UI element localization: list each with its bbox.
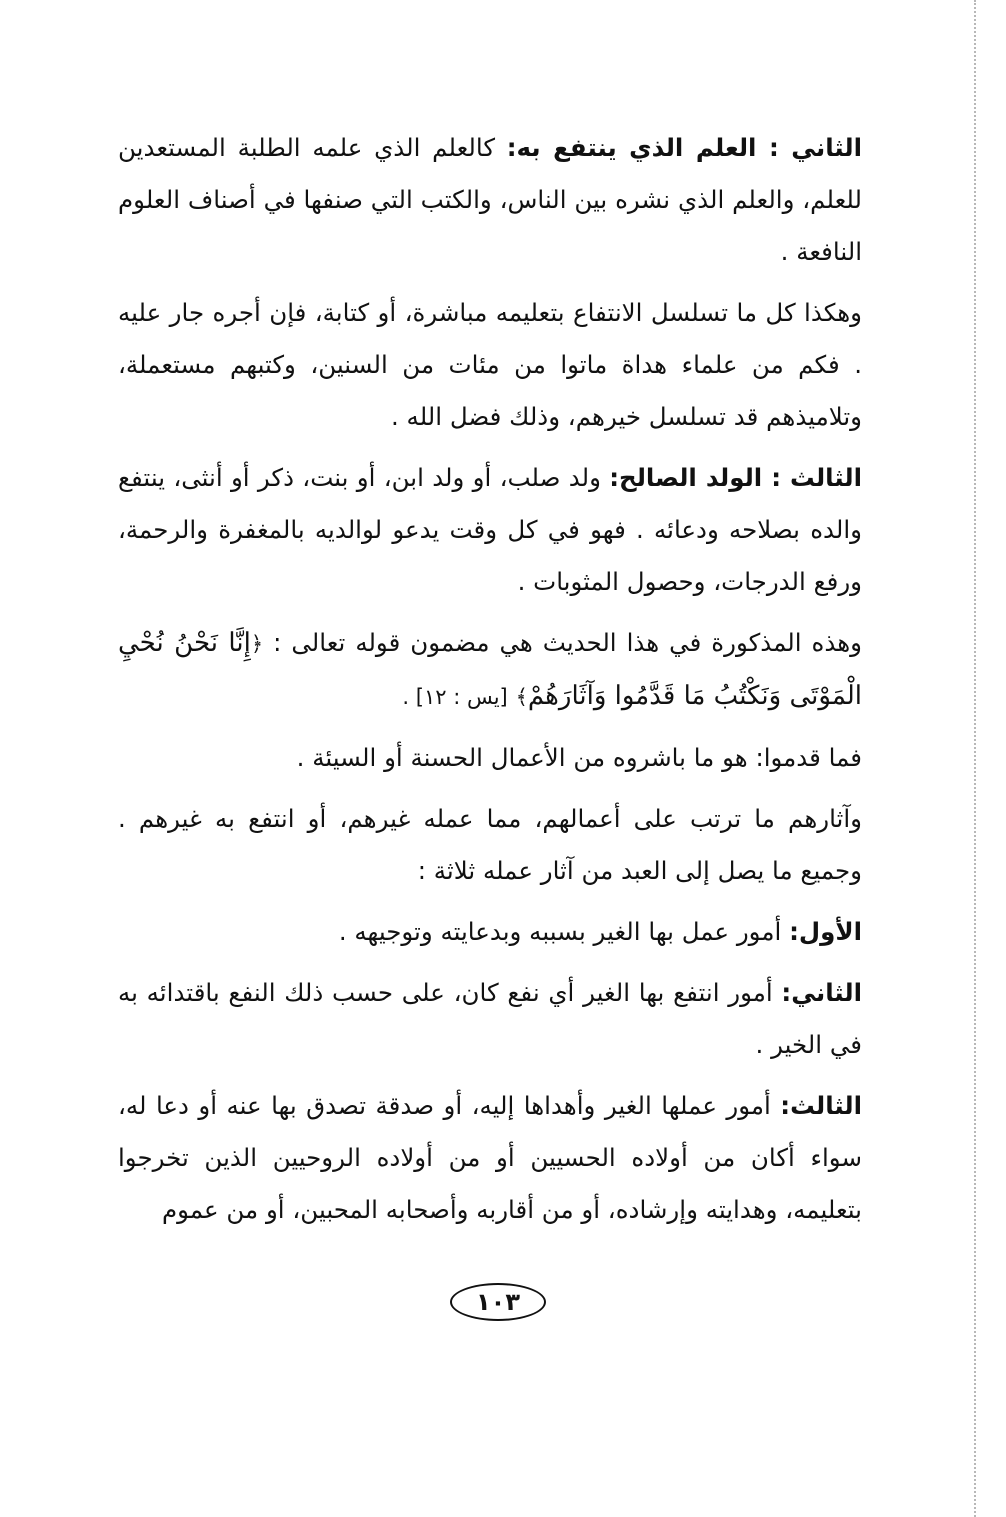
- quran-bracket-open: ﴿: [250, 632, 264, 656]
- quran-bracket-close: ﴾: [515, 685, 528, 709]
- paragraph-text: ولد صلب، أو ولد ابن، أو بنت، ذكر أو أنثى، ينتفع والده بصلاحه ودعائه . فهو في كل وقت يدعو لوالديه بالمغفرة والرحمة، ورفع الدرجات، وحصول المثوبات .: [118, 463, 862, 596]
- paragraph-text: أمور انتفع بها الغير أي نفع كان، على حسب ذلك النفع باقتدائه به في الخير .: [118, 978, 862, 1059]
- paragraph-first-kind: [118, 906, 862, 958]
- page-body: [118, 122, 862, 1245]
- paragraph-third-kind: [118, 1080, 862, 1236]
- paragraph-label: الثاني:: [781, 978, 862, 1007]
- verse-reference: [يس : ١٢] .: [402, 685, 508, 709]
- paragraph-text: وآثارهم ما ترتب على أعمالهم، مما عمله غيرهم، أو انتفع به غيرهم . وجميع ما يصل إلى العبد من آثار عمله ثلاثة :: [118, 804, 862, 885]
- paragraph-text: أمور عمل بها الغير بسببه وبدعايته وتوجيهه .: [338, 917, 790, 946]
- paragraph-text: كالعلم الذي علمه الطلبة المستعدين للعلم، والعلم الذي نشره بين الناس، والكتب التي صنفها في أصناف العلوم النافعة .: [118, 133, 862, 266]
- paragraph-text: أمور عملها الغير وأهداها إليه، أو صدقة تصدق بها عنه أو دعا له، سواء أكان من أولاده الحسيين أو من أولاده الروحيين الذين تخرجوا بتعليمه، وهدايته وإرشاده، أو من أقاربه وأصحابه المحبين، أو من عموم: [118, 1091, 862, 1224]
- paragraph-their-traces: [118, 793, 862, 897]
- paragraph-label: الثاني : العلم الذي ينتفع به:: [506, 133, 863, 162]
- paragraph-chain-of-benefit: [118, 287, 862, 443]
- page-number: ١٠٣: [450, 1283, 546, 1321]
- paragraph-text: وهذه المذكورة في هذا الحديث هي مضمون قوله تعالى :: [273, 628, 862, 657]
- paragraph-what-they-sent: [118, 732, 862, 784]
- paragraph-third-righteous-child: [118, 452, 862, 608]
- paragraph-label: الثالث : الولد الصالح:: [609, 463, 862, 492]
- quran-verse: إِنَّا نَحْنُ نُحْيِ الْمَوْتَى وَنَكْتُبُ مَا قَدَّمُوا وَآثَارَهُمْ: [118, 628, 862, 711]
- paragraph-text: وهكذا كل ما تسلسل الانتفاع بتعليمه مباشرة، أو كتابة، فإن أجره جار عليه . فكم من علماء هداة ماتوا من مئات من السنين، وكتبهم مستعملة، وتلاميذهم قد تسلسل خيرهم، وذلك فضل الله .: [118, 298, 862, 431]
- paragraph-label: الأول:: [789, 917, 862, 946]
- paragraph-second-useful-knowledge: [118, 122, 862, 278]
- paragraph-second-kind: [118, 967, 862, 1071]
- paragraph-verse-citation: [118, 617, 862, 723]
- paragraph-text: فما قدموا: هو ما باشروه من الأعمال الحسنة أو السيئة .: [296, 743, 862, 772]
- paragraph-label: الثالث:: [780, 1091, 862, 1120]
- scan-edge-line: [974, 0, 976, 1517]
